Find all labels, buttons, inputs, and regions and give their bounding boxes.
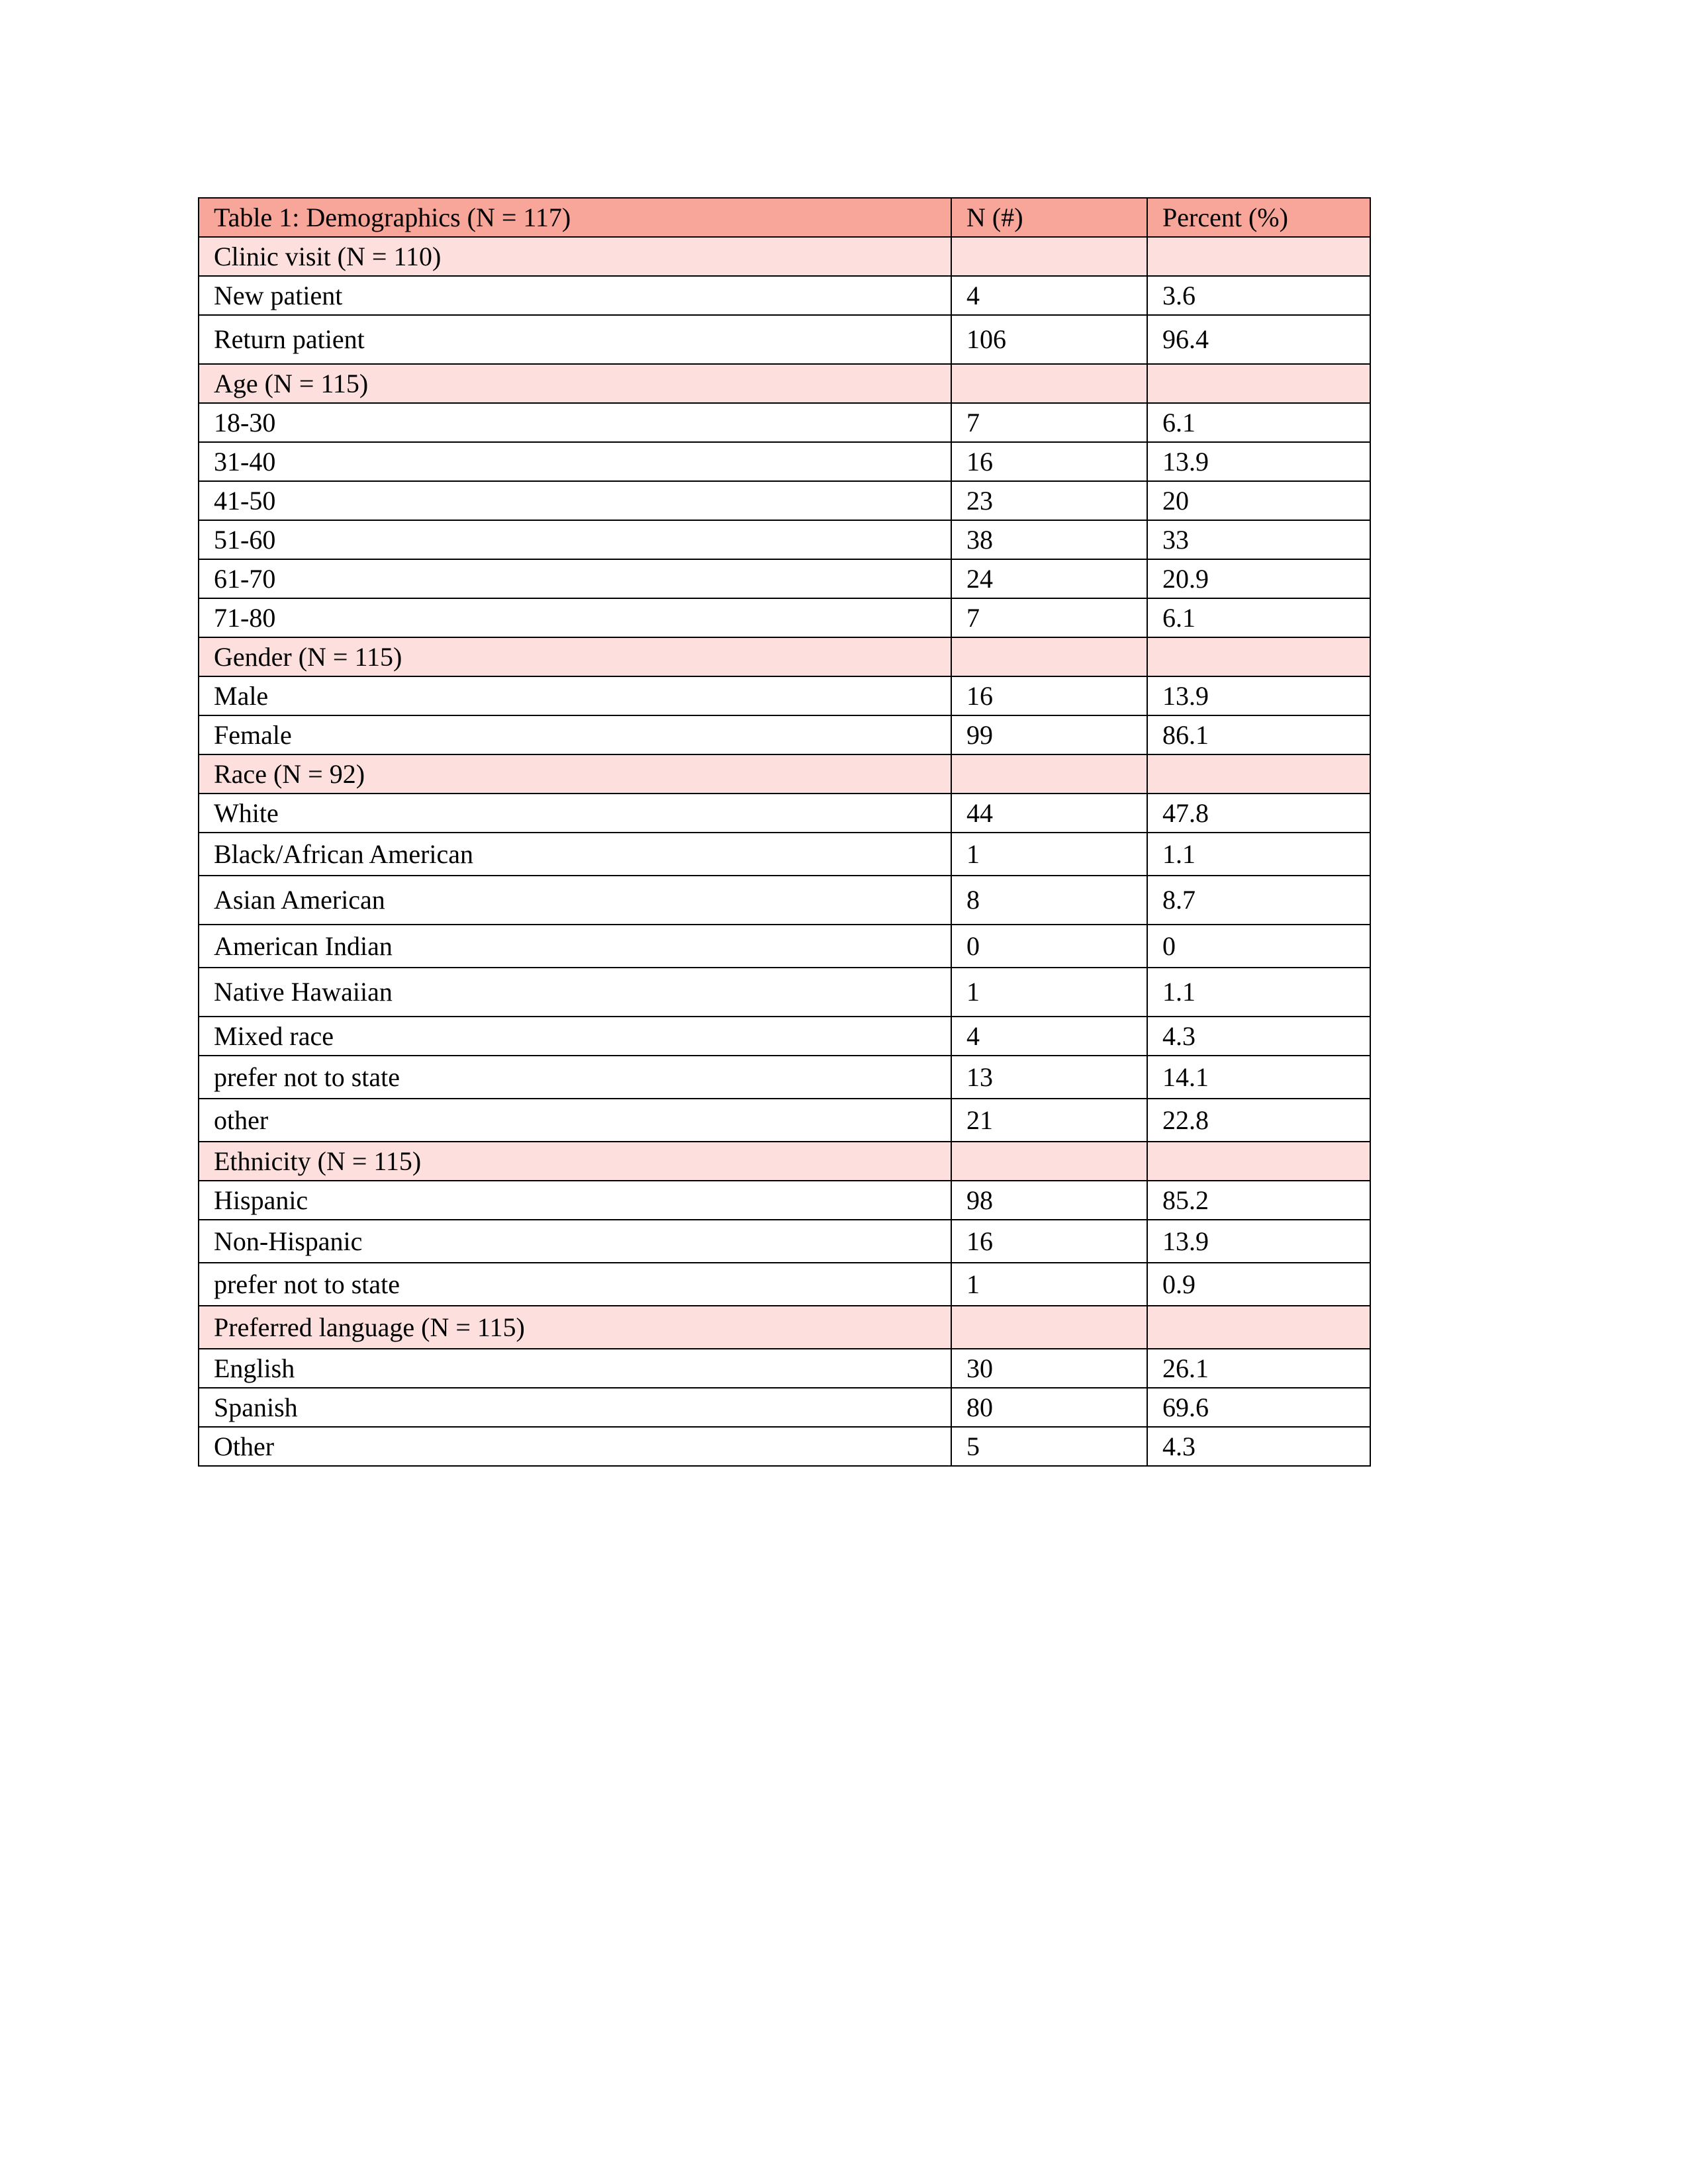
- section-title: Ethnicity (N = 115): [199, 1142, 951, 1181]
- table-row: [199, 968, 1370, 1017]
- row-percent: 20: [1147, 481, 1370, 520]
- row-label: prefer not to state: [199, 1056, 951, 1099]
- table-row: [199, 876, 1370, 925]
- section-title: Race (N = 92): [199, 754, 951, 794]
- row-n: 1: [951, 1263, 1147, 1306]
- row-percent: 13.9: [1147, 1220, 1370, 1263]
- row-n: 23: [951, 481, 1147, 520]
- row-percent: 69.6: [1147, 1388, 1370, 1427]
- row-label: 51-60: [199, 520, 951, 559]
- row-label: American Indian: [199, 925, 951, 968]
- row-percent: 1.1: [1147, 833, 1370, 876]
- row-percent: 6.1: [1147, 403, 1370, 442]
- section-n-cell: [951, 1306, 1147, 1349]
- row-percent: 96.4: [1147, 315, 1370, 364]
- section-n-cell: [951, 754, 1147, 794]
- section-row-clinic-visit: [199, 237, 1370, 276]
- table-row: [199, 1349, 1370, 1388]
- table-row: [199, 676, 1370, 715]
- row-n: 106: [951, 315, 1147, 364]
- section-n-cell: [951, 1142, 1147, 1181]
- row-label: English: [199, 1349, 951, 1388]
- table-row: [199, 1427, 1370, 1466]
- row-n: 99: [951, 715, 1147, 754]
- row-n: 44: [951, 794, 1147, 833]
- row-percent: 14.1: [1147, 1056, 1370, 1099]
- row-percent: 1.1: [1147, 968, 1370, 1017]
- section-percent-cell: [1147, 1142, 1370, 1181]
- row-label: Female: [199, 715, 951, 754]
- section-n-cell: [951, 237, 1147, 276]
- table-row: [199, 1099, 1370, 1142]
- row-label: White: [199, 794, 951, 833]
- row-label: New patient: [199, 276, 951, 315]
- row-n: 38: [951, 520, 1147, 559]
- row-n: 80: [951, 1388, 1147, 1427]
- row-n: 30: [951, 1349, 1147, 1388]
- table-header-row: [199, 198, 1370, 237]
- row-label: 61-70: [199, 559, 951, 598]
- table-row: [199, 442, 1370, 481]
- section-row-age: [199, 364, 1370, 403]
- section-percent-cell: [1147, 637, 1370, 676]
- table-row: [199, 1263, 1370, 1306]
- row-n: 5: [951, 1427, 1147, 1466]
- row-label: Other: [199, 1427, 951, 1466]
- row-percent: 47.8: [1147, 794, 1370, 833]
- row-percent: 85.2: [1147, 1181, 1370, 1220]
- row-percent: 4.3: [1147, 1017, 1370, 1056]
- section-row-gender: [199, 637, 1370, 676]
- row-n: 13: [951, 1056, 1147, 1099]
- table-row: [199, 276, 1370, 315]
- row-label: Spanish: [199, 1388, 951, 1427]
- row-n: 4: [951, 276, 1147, 315]
- row-percent: 86.1: [1147, 715, 1370, 754]
- table-row: [199, 1181, 1370, 1220]
- section-row-preferred-language: [199, 1306, 1370, 1349]
- section-n-cell: [951, 637, 1147, 676]
- table-title: Table 1: Demographics (N = 117): [199, 198, 951, 237]
- row-percent: 8.7: [1147, 876, 1370, 925]
- row-n: 16: [951, 676, 1147, 715]
- table-row: [199, 925, 1370, 968]
- demographics-table: [198, 197, 1371, 1467]
- table-row: [199, 833, 1370, 876]
- row-percent: 26.1: [1147, 1349, 1370, 1388]
- section-title: Clinic visit (N = 110): [199, 237, 951, 276]
- table-row: [199, 481, 1370, 520]
- row-percent: 4.3: [1147, 1427, 1370, 1466]
- row-n: 4: [951, 1017, 1147, 1056]
- row-label: 31-40: [199, 442, 951, 481]
- row-n: 24: [951, 559, 1147, 598]
- row-label: Hispanic: [199, 1181, 951, 1220]
- row-percent: 3.6: [1147, 276, 1370, 315]
- row-percent: 0: [1147, 925, 1370, 968]
- section-row-race: [199, 754, 1370, 794]
- row-n: 98: [951, 1181, 1147, 1220]
- row-n: 16: [951, 442, 1147, 481]
- row-label: Return patient: [199, 315, 951, 364]
- table-row: [199, 1056, 1370, 1099]
- row-label: 41-50: [199, 481, 951, 520]
- section-percent-cell: [1147, 237, 1370, 276]
- row-n: 1: [951, 968, 1147, 1017]
- row-percent: 22.8: [1147, 1099, 1370, 1142]
- section-percent-cell: [1147, 754, 1370, 794]
- section-row-ethnicity: [199, 1142, 1370, 1181]
- row-label: Mixed race: [199, 1017, 951, 1056]
- row-label: Black/African American: [199, 833, 951, 876]
- table-row: [199, 598, 1370, 637]
- section-percent-cell: [1147, 364, 1370, 403]
- section-title: Gender (N = 115): [199, 637, 951, 676]
- table-row: [199, 559, 1370, 598]
- table-row: [199, 1220, 1370, 1263]
- row-label: 71-80: [199, 598, 951, 637]
- row-label: 18-30: [199, 403, 951, 442]
- section-n-cell: [951, 364, 1147, 403]
- row-n: 1: [951, 833, 1147, 876]
- row-label: Non-Hispanic: [199, 1220, 951, 1263]
- row-label: Male: [199, 676, 951, 715]
- row-n: 8: [951, 876, 1147, 925]
- row-label: Asian American: [199, 876, 951, 925]
- table-row: [199, 315, 1370, 364]
- row-percent: 0.9: [1147, 1263, 1370, 1306]
- row-label: Native Hawaiian: [199, 968, 951, 1017]
- section-percent-cell: [1147, 1306, 1370, 1349]
- row-n: 7: [951, 598, 1147, 637]
- row-percent: 13.9: [1147, 676, 1370, 715]
- n-column-header: N (#): [951, 198, 1147, 237]
- row-percent: 6.1: [1147, 598, 1370, 637]
- row-n: 7: [951, 403, 1147, 442]
- table-row: [199, 715, 1370, 754]
- table-row: [199, 520, 1370, 559]
- row-label: prefer not to state: [199, 1263, 951, 1306]
- percent-column-header: Percent (%): [1147, 198, 1370, 237]
- table-row: [199, 1017, 1370, 1056]
- table-row: [199, 1388, 1370, 1427]
- row-percent: 13.9: [1147, 442, 1370, 481]
- table-row: [199, 403, 1370, 442]
- row-n: 0: [951, 925, 1147, 968]
- table-row: [199, 794, 1370, 833]
- section-title: Age (N = 115): [199, 364, 951, 403]
- row-n: 16: [951, 1220, 1147, 1263]
- row-n: 21: [951, 1099, 1147, 1142]
- row-percent: 20.9: [1147, 559, 1370, 598]
- section-title: Preferred language (N = 115): [199, 1306, 951, 1349]
- row-label: other: [199, 1099, 951, 1142]
- row-percent: 33: [1147, 520, 1370, 559]
